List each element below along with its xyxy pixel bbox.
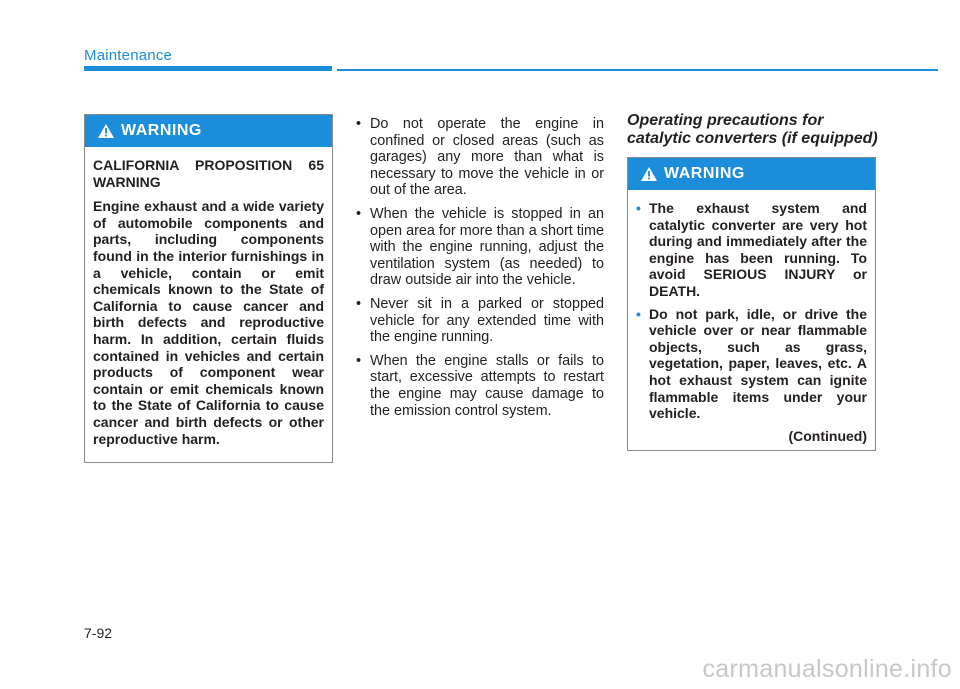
section-header-title: Maintenance — [84, 47, 173, 64]
bullet-icon: • — [636, 305, 641, 322]
bullet-icon: • — [636, 200, 641, 216]
warning-heading: WARNING — [121, 122, 202, 139]
section-title: Operating precautions for catalytic converters (if equipped) — [627, 112, 878, 147]
continued-label: (Continued) — [788, 427, 867, 444]
warning-paragraph: Engine exhaust and a wide variety of automobile components and parts, including components found in the interior furnishings in a vehicle, contain or emit chemicals known to the State of California to cause cancer and birth defects and reproductive harm. In addition, certain fluids contained in vehicles and certain products of component wear contain or emit chemicals known to the State of California to cause cancer and birth defects or other reproductive harm. — [93, 198, 324, 447]
header-rule-thin — [337, 69, 938, 71]
list-item: • When the engine stalls or fails to start, excessive attempts to restart the engine may cause damage to the emission control system. — [356, 352, 604, 419]
list-item: • Do not operate the engine in confined or closed areas (such as garages) any more than what is necessary to move the vehicle in or out of the area. — [356, 116, 604, 199]
list-item: • When the vehicle is stopped in an open area for more than a short time with the engine running, adjust the ventilation system (as needed) to draw outside air into the vehicle. — [356, 205, 604, 289]
warning-header — [85, 115, 332, 147]
bullet-icon: • — [356, 352, 362, 369]
page-number: 7-92 — [84, 625, 113, 641]
watermark-text: carmanualsonline.info — [702, 655, 952, 683]
bullet-icon: • — [356, 295, 362, 312]
warning-paragraph: CALIFORNIA PROPOSITION 65 WARNING — [93, 157, 324, 190]
bullet-icon: • — [356, 116, 362, 132]
list-item: • The exhaust system and catalytic converter are very hot during and immediately after the engine has been running. To avoid SERIOUS INJURY or DEATH. — [636, 200, 867, 299]
warning-triangle-icon — [640, 166, 658, 182]
list-item: • Do not park, idle, or drive the vehicle over or near flammable objects, such as grass, vegetation, paper, leaves, etc. A hot exhaust system can ignite flammable items under your vehicle. — [636, 305, 867, 422]
warning-header — [628, 158, 875, 190]
catalytic-converter-warning-box — [627, 157, 876, 451]
header-rule-thick — [84, 66, 332, 71]
exhaust-precautions-list — [356, 116, 604, 419]
prop65-warning-box — [84, 114, 333, 463]
list-item: • Never sit in a parked or stopped vehicle for any extended time with the engine running. — [356, 295, 604, 346]
warning-heading: WARNING — [664, 165, 745, 182]
bullet-icon: • — [356, 205, 362, 222]
warning-triangle-icon — [97, 123, 115, 139]
